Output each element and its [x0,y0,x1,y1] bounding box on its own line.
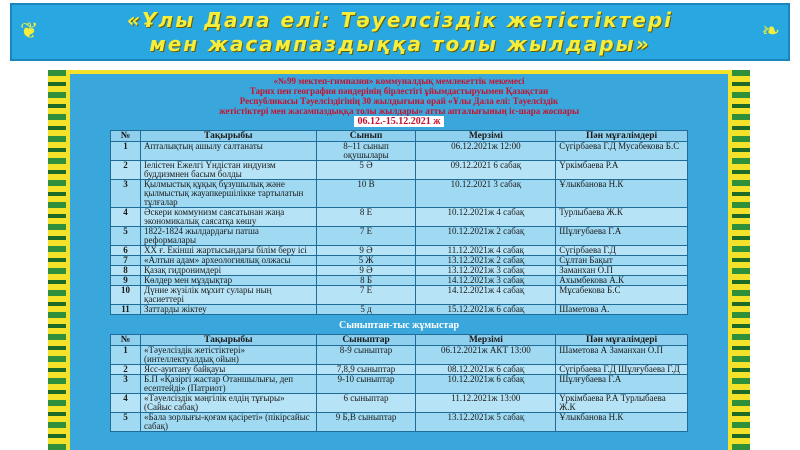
table-row [111,256,688,266]
header-line2: Тарих пен география пәндерінің бірлестігі ұйымдастыруымен Қазақстан [249,86,549,96]
row-number: 3 [111,375,141,394]
row-class: 7 Е [316,227,416,246]
left-ornament-border [48,70,66,450]
title-banner [10,3,790,61]
col-topic: Тақырыбы [140,131,316,142]
row-teacher: Сүгірбаева Г.Д Шұлғубаева Г.Д [556,365,688,375]
row-topic: Ясс-ауитану байқауы [140,365,316,375]
row-class: 8–11 сынып оқушылары [316,142,416,161]
row-teacher: Ұлыкбанова Н.К [556,180,688,208]
row-class: 9 Ә [316,266,416,276]
banner-title-line2: мен жасампаздыққа толы жылдары» [149,32,651,56]
col-topic: Тақырыбы [140,335,316,346]
row-number: 5 [111,227,141,246]
table-row [111,276,688,286]
row-number: 3 [111,180,141,208]
banner-title-line1: «Ұлы Дала елі: Тәуелсіздік жетістіктері [126,8,674,32]
extracurricular-table [110,334,688,432]
table-row [111,394,688,413]
row-topic: «Тәуелсіздік жетістіктері» (интеллектуалдық ойын) [140,346,316,365]
ornament-left-icon: ❦ [20,19,39,44]
row-class: 5 Ә [316,161,416,180]
row-topic: Дүние жүзілік мұхит сулары ның қасиеттері [140,286,316,305]
col-date: Мерзімі [416,335,556,346]
table-row [111,365,688,375]
table-row [111,246,688,256]
row-date: 10.12.2021ж 4 сабақ [416,208,556,227]
row-topic: ХХ ғ. Екінші жартысындағы білім беру ісі [140,246,316,256]
table-row [111,305,688,315]
table-row [111,286,688,305]
row-number: 4 [111,394,141,413]
row-class: 5 д [316,305,416,315]
poster-content [70,74,728,450]
extracurricular-title: Сыныптан-тыс жұмыстар [338,320,460,331]
row-number: 10 [111,286,141,305]
row-date: 09.12.2021 6 сабақ [416,161,556,180]
row-teacher: Турлыбаева Ж.К [556,208,688,227]
row-number: 2 [111,161,141,180]
right-ornament-border [732,70,750,450]
row-date: 11.12.2021ж 13:00 [416,394,556,413]
school-name: «№99 мектеп-гимназия» коммуналдық мемлекеттік мекемесі [273,76,525,86]
table-row [111,227,688,246]
row-teacher: Мұсабекова Б.С [556,286,688,305]
date-range: 06.12.-15.12.2021 ж [70,116,728,128]
row-topic: Б.П «Қазіргі жастар Отаншылығы, деп есептейді» (Патриот) [140,375,316,394]
row-teacher: Заманхан О.П [556,266,688,276]
table-row [111,161,688,180]
row-topic: Қылмыстық құқық бұзушылық және қылмыстық жауапкершілікке тартылатын тұлғалар [140,180,316,208]
row-topic: Апталықтың ашылу салтанаты [140,142,316,161]
row-date: 10.12.2021ж 6 сабақ [416,375,556,394]
row-class: 10 В [316,180,416,208]
col-classes: Сыныптар [316,335,416,346]
row-topic: «Алтын адам» археологиялық олжасы [140,256,316,266]
col-number: № [111,335,141,346]
row-number: 11 [111,305,141,315]
table-row [111,180,688,208]
schedule-poster [48,70,750,450]
row-teacher: Үркімбаева Р.А Турлыбаева Ж.К [556,394,688,413]
table-row [111,266,688,276]
row-date: 15.12.2021ж 6 сабақ [416,305,556,315]
row-number: 8 [111,266,141,276]
header-line4: жетістіктері мен жасампаздыққа толы жылдары» атты апталығының іс-шара жоспары [219,106,579,116]
row-number: 9 [111,276,141,286]
col-number: № [111,131,141,142]
row-topic: «Тәуелсіздік мәңгілік елдің тұғыры» (Сайыс сабақ) [140,394,316,413]
row-class: 7,8,9 сыныптар [316,365,416,375]
col-teacher: Пән мұғалімдері [556,335,688,346]
row-date: 06.12.2021ж 12:00 [416,142,556,161]
row-number: 2 [111,365,141,375]
lessons-table-header [111,131,688,142]
row-teacher: Шаметова А. [556,305,688,315]
header-line3: Республикасы Тәуелсіздігінің 30 жылдығына орай «Ұлы Дала елі: Тәуелсіздік [239,96,559,106]
row-topic: Іелістен Ежелгі Үндістан индуизм буддизмнен басым болды [140,161,316,180]
extracurricular-table-header [111,335,688,346]
row-class: 5 Ж [316,256,416,266]
row-date: 11.12.2021ж 4 сабақ [416,246,556,256]
row-topic: Әскери коммунизм саясатынан жаңа экономикалық саясатқа көшу [140,208,316,227]
row-class: 8 Б [316,276,416,286]
row-teacher: Ұлыкбанова Н.К [556,413,688,432]
ornament-right-icon: ❧ [761,19,780,44]
row-date: 08.12.2021ж 6 сабақ [416,365,556,375]
row-teacher: Шұлғубаева Г.А [556,375,688,394]
row-teacher: Үркімбаева Р.А [556,161,688,180]
row-teacher: Сүгірбаева Г.Д Мусабекова Б.С [556,142,688,161]
row-date: 14.12.2021ж 4 сабақ [416,286,556,305]
col-class: Сынып [316,131,416,142]
table-row [111,208,688,227]
row-topic: Көлдер мен мұздықтар [140,276,316,286]
row-teacher: Сұлтан Бақыт [556,256,688,266]
row-number: 4 [111,208,141,227]
lessons-table [110,130,688,315]
row-date: 06.12.2021ж АКТ 13:00 [416,346,556,365]
table-row [111,413,688,432]
row-number: 5 [111,413,141,432]
table-row [111,346,688,365]
row-class: 9-10 сыныптар [316,375,416,394]
col-date: Мерзімі [416,131,556,142]
row-class: 9 Б,В сыныптар [316,413,416,432]
row-class: 7 Е [316,286,416,305]
col-teacher: Пән мұғалімдері [556,131,688,142]
row-number: 6 [111,246,141,256]
row-topic: «Бала зорлығы-қоғам қасіреті» (пікірсайыс сабақ) [140,413,316,432]
row-number: 1 [111,142,141,161]
row-date: 14.12.2021ж 3 сабақ [416,276,556,286]
row-topic: Қазақ гидронимдері [140,266,316,276]
row-date: 13.12.2021ж 5 сабақ [416,413,556,432]
table-row [111,375,688,394]
row-date: 13.12.2021ж 3 сабақ [416,266,556,276]
row-class: 8 Е [316,208,416,227]
row-date: 13.12.2021ж 2 сабақ [416,256,556,266]
row-topic: 1822-1824 жылдардағы патша реформалары [140,227,316,246]
row-number: 7 [111,256,141,266]
row-teacher: Ахымбекова А.К [556,276,688,286]
row-topic: Заттарды жіктеу [140,305,316,315]
row-number: 1 [111,346,141,365]
row-class: 8-9 сыныптар [316,346,416,365]
row-class: 6 сыныптар [316,394,416,413]
table-row [111,142,688,161]
row-teacher: Сүгірбаева Г.Д [556,246,688,256]
row-date: 10.12.2021 3 сабақ [416,180,556,208]
row-date: 10.12.2021ж 2 сабақ [416,227,556,246]
row-teacher: Шұлғубаева Г.А [556,227,688,246]
row-teacher: Шаметова А Заманхан О.П [556,346,688,365]
row-class: 9 Ә [316,246,416,256]
